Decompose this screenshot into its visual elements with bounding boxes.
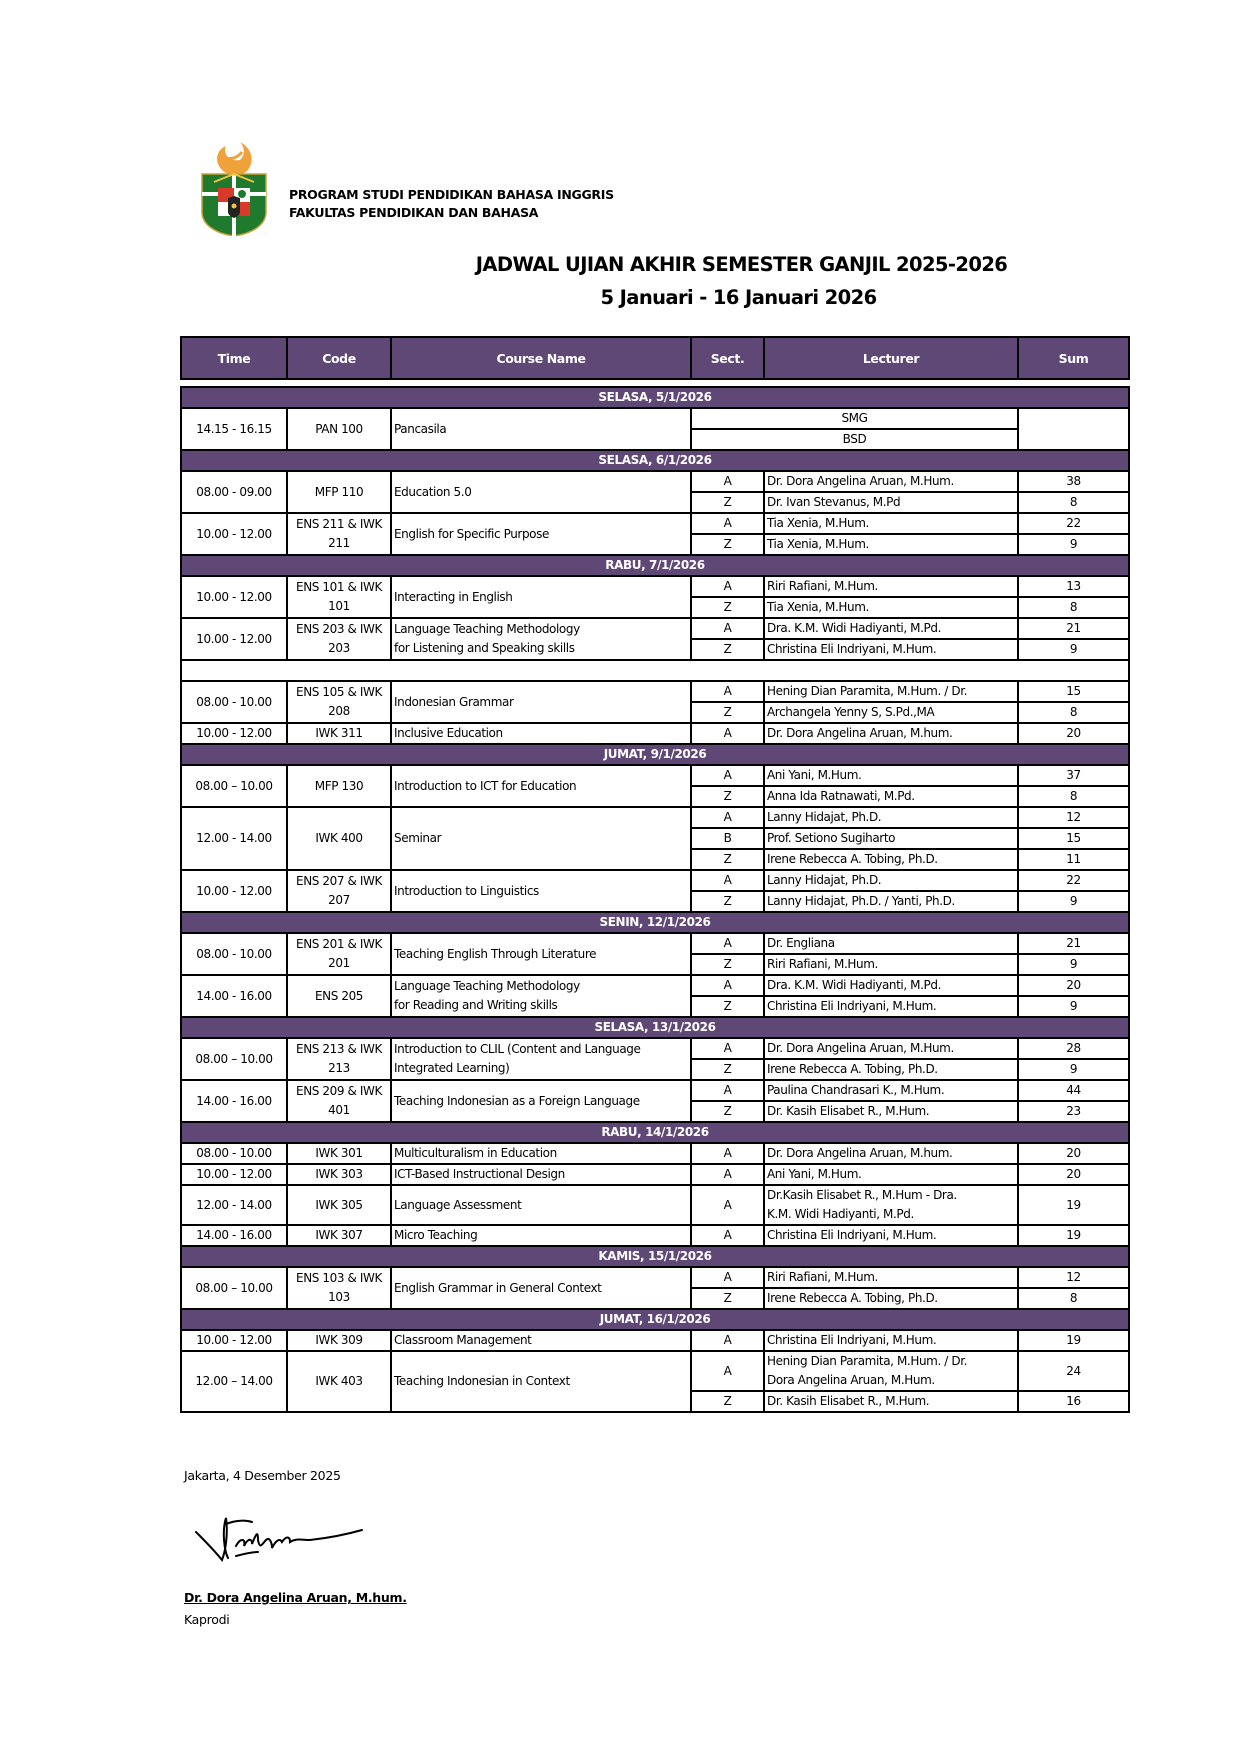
code-cell	[287, 1038, 391, 1080]
day-label: SELASA, 13/1/2026	[181, 1017, 1129, 1038]
code-cell: IWK 311	[287, 723, 391, 744]
course-name-line-2: for Reading and Writing skills	[394, 998, 558, 1012]
table-row	[181, 1080, 1129, 1101]
code-line-2: 201	[328, 956, 350, 970]
table-header-row	[181, 337, 1129, 379]
code-cell: ENS 205	[287, 975, 391, 1017]
sum-cell: 22	[1018, 513, 1129, 534]
sum-cell: 23	[1018, 1101, 1129, 1122]
code-line-2: 211	[328, 536, 350, 550]
lecturer-line-1: Hening Dian Paramita, M.Hum. / Dr.	[767, 1354, 968, 1368]
time-cell: 14.00 - 16.00	[181, 975, 287, 1017]
sum-cell: 38	[1018, 471, 1129, 492]
sect-cell: A	[691, 576, 764, 597]
time-cell: 10.00 - 12.00	[181, 513, 287, 555]
time-cell: 08.00 – 10.00	[181, 1038, 287, 1080]
day-label: RABU, 14/1/2026	[181, 1122, 1129, 1143]
sum-cell: 24	[1018, 1351, 1129, 1391]
sect-cell: A	[691, 1038, 764, 1059]
lecturer-cell: Archangela Yenny S, S.Pd.,MA	[764, 702, 1018, 723]
table-row	[181, 576, 1129, 597]
sect-cell: Z	[691, 597, 764, 618]
sect-cell: Z	[691, 1391, 764, 1412]
title: JADWAL UJIAN AKHIR SEMESTER GANJIL 2025-2026	[475, 253, 1008, 276]
course-name-cell: Teaching Indonesian in Context	[391, 1351, 691, 1412]
institution-line-2: FAKULTAS PENDIDIKAN DAN BAHASA	[289, 205, 539, 220]
signer-role: Kaprodi	[184, 1612, 230, 1627]
lecturer-cell: Dr. Dora Angelina Aruan, M.Hum.	[764, 471, 1018, 492]
code-cell: IWK 403	[287, 1351, 391, 1412]
sect-cell: A	[691, 1080, 764, 1101]
lecturer-cell: Dr. Ivan Stevanus, M.Pd	[764, 492, 1018, 513]
code-cell	[287, 681, 391, 723]
sect-cell: A	[691, 765, 764, 786]
day-header-row	[181, 1246, 1129, 1267]
code-cell: IWK 307	[287, 1225, 391, 1246]
column-header-code: Code	[287, 337, 391, 379]
sum-cell: 9	[1018, 891, 1129, 912]
lecturer-cell: Ani Yani, M.Hum.	[764, 765, 1018, 786]
sum-cell: 9	[1018, 954, 1129, 975]
course-name-cell	[391, 975, 691, 1017]
column-header-sect: Sect.	[691, 337, 764, 379]
code-line-1: ENS 101 & IWK	[296, 580, 382, 594]
code-line-2: 101	[328, 599, 350, 613]
time-cell: 08.00 - 10.00	[181, 1143, 287, 1164]
lecturer-cell: Anna Ida Ratnawati, M.Pd.	[764, 786, 1018, 807]
day-label: SELASA, 6/1/2026	[181, 450, 1129, 471]
sum-cell: 21	[1018, 618, 1129, 639]
lecturer-cell: Christina Eli Indriyani, M.Hum.	[764, 1330, 1018, 1351]
sect-cell: Z	[691, 1059, 764, 1080]
code-line-1: ENS 105 & IWK	[296, 685, 382, 699]
lecturer-cell: Dr. Dora Angelina Aruan, M.hum.	[764, 1143, 1018, 1164]
code-line-1: ENS 103 & IWK	[296, 1271, 382, 1285]
day-label: JUMAT, 9/1/2026	[181, 744, 1129, 765]
table-row	[181, 870, 1129, 891]
sect-cell: Z	[691, 849, 764, 870]
course-name-cell: Indonesian Grammar	[391, 681, 691, 723]
course-name-cell: ICT-Based Instructional Design	[391, 1164, 691, 1185]
sect-cell: A	[691, 723, 764, 744]
time-cell: 08.00 – 10.00	[181, 1267, 287, 1309]
time-cell: 10.00 - 12.00	[181, 618, 287, 660]
signer-name: Dr. Dora Angelina Aruan, M.hum.	[184, 1590, 407, 1605]
sum-cell: 9	[1018, 534, 1129, 555]
sum-cell: 21	[1018, 933, 1129, 954]
sect-cell: A	[691, 1267, 764, 1288]
column-header-sum: Sum	[1018, 337, 1129, 379]
code-cell: IWK 305	[287, 1185, 391, 1225]
sect-cell: A	[691, 975, 764, 996]
course-name-cell: Multiculturalism in Education	[391, 1143, 691, 1164]
sect-cell: Z	[691, 954, 764, 975]
code-line-1: ENS 203 & IWK	[296, 622, 382, 636]
sum-cell: 15	[1018, 828, 1129, 849]
sum-cell: 16	[1018, 1391, 1129, 1412]
day-header-row	[181, 1122, 1129, 1143]
lecturer-cell: Irene Rebecca A. Tobing, Ph.D.	[764, 1288, 1018, 1309]
course-name-cell	[391, 618, 691, 660]
table-row	[181, 765, 1129, 786]
sect-cell: A	[691, 1225, 764, 1246]
sect-cell: Z	[691, 1288, 764, 1309]
lecturer-cell: Dr. Kasih Elisabet R., M.Hum.	[764, 1391, 1018, 1412]
code-line-1: ENS 207 & IWK	[296, 874, 382, 888]
table-row	[181, 618, 1129, 639]
lecturer-cell: Dr. Kasih Elisabet R., M.Hum.	[764, 1101, 1018, 1122]
course-name-line-1: Introduction to CLIL (Content and Language	[394, 1042, 641, 1056]
sum-cell: 9	[1018, 1059, 1129, 1080]
code-cell: IWK 303	[287, 1164, 391, 1185]
course-name-cell: Language Assessment	[391, 1185, 691, 1225]
course-name-line-2: for Listening and Speaking skills	[394, 641, 575, 655]
lecturer-cell: Irene Rebecca A. Tobing, Ph.D.	[764, 1059, 1018, 1080]
lecturer-cell: Lanny Hidajat, Ph.D.	[764, 870, 1018, 891]
time-cell: 10.00 - 12.00	[181, 723, 287, 744]
course-name-cell: English Grammar in General Context	[391, 1267, 691, 1309]
lecturer-cell: Dr. Dora Angelina Aruan, M.hum.	[764, 723, 1018, 744]
time-cell: 10.00 - 12.00	[181, 1164, 287, 1185]
course-name-cell: Pancasila	[391, 408, 691, 450]
table-row	[181, 1351, 1129, 1391]
course-name-line-1: Language Teaching Methodology	[394, 622, 580, 636]
subtitle: 5 Januari - 16 Januari 2026	[600, 286, 877, 309]
lecturer-cell: Tia Xenia, M.Hum.	[764, 534, 1018, 555]
university-logo	[200, 140, 268, 236]
lecturer-line-1: Dr.Kasih Elisabet R., M.Hum - Dra.	[767, 1188, 957, 1202]
sect-cell: A	[691, 618, 764, 639]
table-row	[181, 681, 1129, 702]
day-header-row	[181, 555, 1129, 576]
code-line-1: ENS 201 & IWK	[296, 937, 382, 951]
time-cell: 12.00 - 14.00	[181, 807, 287, 870]
course-name-cell: Inclusive Education	[391, 723, 691, 744]
sect-cell: Z	[691, 891, 764, 912]
course-name-cell: Seminar	[391, 807, 691, 870]
table-row	[181, 723, 1129, 744]
code-cell: PAN 100	[287, 408, 391, 450]
table-row	[181, 807, 1129, 828]
sect-cell: Z	[691, 639, 764, 660]
sum-cell: 20	[1018, 723, 1129, 744]
code-line-2: 207	[328, 893, 350, 907]
time-cell: 12.00 - 14.00	[181, 1185, 287, 1225]
code-cell	[287, 1080, 391, 1122]
lecturer-cell	[764, 1351, 1018, 1391]
sum-cell: 20	[1018, 1143, 1129, 1164]
lecturer-cell: Riri Rafiani, M.Hum.	[764, 954, 1018, 975]
day-label: KAMIS, 15/1/2026	[181, 1246, 1129, 1267]
lecturer-cell: Paulina Chandrasari K., M.Hum.	[764, 1080, 1018, 1101]
sect-cell: Z	[691, 534, 764, 555]
column-header-time: Time	[181, 337, 287, 379]
code-cell: IWK 309	[287, 1330, 391, 1351]
blank-cell	[181, 660, 1129, 681]
time-cell: 10.00 - 12.00	[181, 1330, 287, 1351]
sect-cell: Z	[691, 492, 764, 513]
time-cell: 14.15 - 16.15	[181, 408, 287, 450]
sect-cell: A	[691, 933, 764, 954]
sum-cell: 11	[1018, 849, 1129, 870]
sect-cell: A	[691, 870, 764, 891]
lecturer-cell: Dra. K.M. Widi Hadiyanti, M.Pd.	[764, 975, 1018, 996]
table-row	[181, 1038, 1129, 1059]
signature	[192, 1510, 382, 1570]
code-line-2: 203	[328, 641, 350, 655]
sum-cell: 20	[1018, 975, 1129, 996]
institution-line-1: PROGRAM STUDI PENDIDIKAN BAHASA INGGRIS	[289, 187, 614, 202]
code-cell	[287, 933, 391, 975]
sect-cell: A	[691, 513, 764, 534]
sect-cell: Z	[691, 996, 764, 1017]
day-header-row	[181, 744, 1129, 765]
sum-cell: 13	[1018, 576, 1129, 597]
code-cell: MFP 110	[287, 471, 391, 513]
day-header-row	[181, 1309, 1129, 1330]
column-header-lecturer: Lecturer	[764, 337, 1018, 379]
sect-cell: A	[691, 1330, 764, 1351]
day-header-row	[181, 912, 1129, 933]
sum-cell: 8	[1018, 702, 1129, 723]
sum-cell: 44	[1018, 1080, 1129, 1101]
lecturer-cell: Hening Dian Paramita, M.Hum. / Dr.	[764, 681, 1018, 702]
column-header-course-name: Course Name	[391, 337, 691, 379]
day-label: RABU, 7/1/2026	[181, 555, 1129, 576]
table-row	[181, 933, 1129, 954]
sect-cell: A	[691, 807, 764, 828]
sum-cell: 9	[1018, 996, 1129, 1017]
lecturer-cell: Dra. K.M. Widi Hadiyanti, M.Pd.	[764, 618, 1018, 639]
sum-cell: 15	[1018, 681, 1129, 702]
sect-cell: Z	[691, 702, 764, 723]
code-line-1: ENS 213 & IWK	[296, 1042, 382, 1056]
sect-cell: A	[691, 471, 764, 492]
sum-cell: 8	[1018, 1288, 1129, 1309]
sum-cell: 8	[1018, 492, 1129, 513]
lecturer-cell: Ani Yani, M.Hum.	[764, 1164, 1018, 1185]
sum-cell: 8	[1018, 786, 1129, 807]
sum-cell	[1018, 408, 1129, 450]
table-row	[181, 1330, 1129, 1351]
lecturer-cell: Christina Eli Indriyani, M.Hum.	[764, 639, 1018, 660]
sect-cell: A	[691, 681, 764, 702]
sum-cell: 19	[1018, 1225, 1129, 1246]
time-cell: 10.00 - 12.00	[181, 576, 287, 618]
course-name-cell: Classroom Management	[391, 1330, 691, 1351]
table-row	[181, 1225, 1129, 1246]
table-row	[181, 1185, 1129, 1225]
code-cell	[287, 1267, 391, 1309]
day-label: JUMAT, 16/1/2026	[181, 1309, 1129, 1330]
sect-cell: Z	[691, 786, 764, 807]
table-row	[181, 1143, 1129, 1164]
lecturer-cell	[764, 1185, 1018, 1225]
sum-cell: 20	[1018, 1164, 1129, 1185]
course-name-cell: Teaching English Through Literature	[391, 933, 691, 975]
code-cell: MFP 130	[287, 765, 391, 807]
sect-cell: A	[691, 1143, 764, 1164]
time-cell: 08.00 - 09.00	[181, 471, 287, 513]
table-row	[181, 1267, 1129, 1288]
day-label: SENIN, 12/1/2026	[181, 912, 1129, 933]
sum-cell: 8	[1018, 597, 1129, 618]
document-title	[0, 253, 1241, 309]
sum-cell: 9	[1018, 639, 1129, 660]
lecturer-cell: Tia Xenia, M.Hum.	[764, 597, 1018, 618]
lecturer-cell: Christina Eli Indriyani, M.Hum.	[764, 1225, 1018, 1246]
sect-cell: A	[691, 1351, 764, 1391]
sect-cell: Z	[691, 1101, 764, 1122]
lecturer-cell: Riri Rafiani, M.Hum.	[764, 576, 1018, 597]
time-cell: 10.00 - 12.00	[181, 870, 287, 912]
code-cell	[287, 618, 391, 660]
course-name-cell: Education 5.0	[391, 471, 691, 513]
table-row	[181, 1164, 1129, 1185]
sum-cell: 19	[1018, 1185, 1129, 1225]
time-cell: 14.00 - 16.00	[181, 1225, 287, 1246]
time-cell: 08.00 - 10.00	[181, 933, 287, 975]
sect-cell: B	[691, 828, 764, 849]
lecturer-cell: Dr. Dora Angelina Aruan, M.Hum.	[764, 1038, 1018, 1059]
course-name-cell: Interacting in English	[391, 576, 691, 618]
course-name-cell: Micro Teaching	[391, 1225, 691, 1246]
course-name-cell: Introduction to Linguistics	[391, 870, 691, 912]
time-cell: 08.00 – 10.00	[181, 765, 287, 807]
table-row	[181, 513, 1129, 534]
sum-cell: 12	[1018, 1267, 1129, 1288]
sum-cell: 37	[1018, 765, 1129, 786]
code-cell	[287, 576, 391, 618]
table-row	[181, 471, 1129, 492]
lecturer-cell: Christina Eli Indriyani, M.Hum.	[764, 996, 1018, 1017]
course-name-cell: Teaching Indonesian as a Foreign Language	[391, 1080, 691, 1122]
blank-row	[181, 660, 1129, 681]
sect-cell: A	[691, 1185, 764, 1225]
code-line-1: ENS 211 & IWK	[296, 517, 382, 531]
sect-cell: A	[691, 1164, 764, 1185]
day-header-row	[181, 1017, 1129, 1038]
code-cell	[287, 870, 391, 912]
institution-header	[289, 186, 614, 222]
spacer-row	[181, 379, 1129, 387]
campus-cell: BSD	[691, 429, 1018, 450]
spacer-cell	[181, 379, 1129, 387]
sum-cell: 12	[1018, 807, 1129, 828]
lecturer-line-2: Dora Angelina Aruan, M.Hum.	[767, 1373, 935, 1387]
code-cell	[287, 513, 391, 555]
lecturer-cell: Irene Rebecca A. Tobing, Ph.D.	[764, 849, 1018, 870]
course-name-cell: Introduction to ICT for Education	[391, 765, 691, 807]
course-name-cell	[391, 1038, 691, 1080]
exam-schedule-table	[180, 336, 1130, 1413]
time-cell: 14.00 - 16.00	[181, 1080, 287, 1122]
lecturer-cell: Prof. Setiono Sugiharto	[764, 828, 1018, 849]
code-line-2: 208	[328, 704, 350, 718]
day-label: SELASA, 5/1/2026	[181, 387, 1129, 408]
time-cell: 12.00 – 14.00	[181, 1351, 287, 1412]
sum-cell: 22	[1018, 870, 1129, 891]
course-name-line-1: Language Teaching Methodology	[394, 979, 580, 993]
lecturer-cell: Riri Rafiani, M.Hum.	[764, 1267, 1018, 1288]
lecturer-cell: Lanny Hidajat, Ph.D.	[764, 807, 1018, 828]
lecturer-cell: Lanny Hidajat, Ph.D. / Yanti, Ph.D.	[764, 891, 1018, 912]
day-header-row	[181, 387, 1129, 408]
table-row	[181, 975, 1129, 996]
code-cell: IWK 400	[287, 807, 391, 870]
code-cell: IWK 301	[287, 1143, 391, 1164]
code-line-1: ENS 209 & IWK	[296, 1084, 382, 1098]
lecturer-cell: Dr. Engliana	[764, 933, 1018, 954]
place-date: Jakarta, 4 Desember 2025	[184, 1468, 341, 1483]
campus-cell: SMG	[691, 408, 1018, 429]
lecturer-line-2: K.M. Widi Hadiyanti, M.Pd.	[767, 1207, 914, 1221]
sum-cell: 28	[1018, 1038, 1129, 1059]
code-line-2: 401	[328, 1103, 350, 1117]
sum-cell: 19	[1018, 1330, 1129, 1351]
course-name-cell: English for Specific Purpose	[391, 513, 691, 555]
day-header-row	[181, 450, 1129, 471]
code-line-2: 103	[328, 1290, 350, 1304]
time-cell: 08.00 - 10.00	[181, 681, 287, 723]
code-line-2: 213	[328, 1061, 350, 1075]
course-name-line-2: Integrated Learning)	[394, 1061, 510, 1075]
table-row	[181, 408, 1129, 429]
lecturer-cell: Tia Xenia, M.Hum.	[764, 513, 1018, 534]
